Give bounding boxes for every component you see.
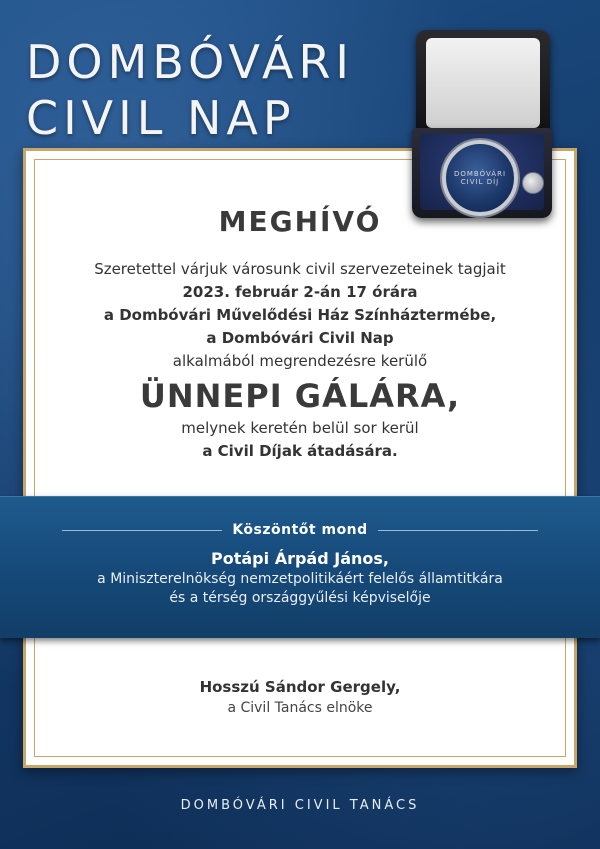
closing-name: Hosszú Sándor Gergely, xyxy=(199,678,401,696)
speaker-title-1: a Miniszterelnökség nemzetpolitikáért felelős államtitkára xyxy=(97,571,503,587)
medal-case-lid xyxy=(416,30,550,134)
speaker-title-2: és a térség országgyűlési képviselője xyxy=(169,590,431,606)
gala-title: ÜNNEPI GÁLÁRA, xyxy=(139,377,461,415)
title-line-1: DOMBÓVÁRI xyxy=(26,35,354,89)
greeting-label: Köszöntőt mond xyxy=(232,522,368,538)
invite-line-1: Szeretettel várjuk városunk civil szervezeteinek tagjait xyxy=(94,260,506,278)
invite-line-5: alkalmából megrendezésre kerülő xyxy=(172,352,428,370)
event-venue: a Dombóvári Művelődési Ház Színháztermébe, xyxy=(103,306,497,324)
invitation-text xyxy=(0,205,600,463)
medal-pin xyxy=(522,172,544,194)
organizer-footer: DOMBÓVÁRI CIVIL TANÁCS xyxy=(180,798,420,813)
speaker-name: Potápi Árpád János, xyxy=(211,549,389,568)
event-date: 2023. február 2-án 17 órára xyxy=(182,283,418,301)
medal-case-image xyxy=(412,30,552,220)
speaker-ribbon xyxy=(0,496,600,638)
invite-line-6: melynek keretén belül sor kerül xyxy=(181,419,419,437)
invitation-heading: MEGHÍVÓ xyxy=(218,205,382,238)
closing-signature xyxy=(0,676,600,719)
title-line-2: CIVIL NAP xyxy=(26,91,296,145)
invite-line-7: a Civil Díjak átadására. xyxy=(202,442,398,460)
event-title xyxy=(26,34,354,146)
event-occasion: a Dombóvári Civil Nap xyxy=(206,329,394,347)
closing-title: a Civil Tanács elnöke xyxy=(227,700,373,716)
ribbon-divider xyxy=(0,522,600,538)
medal-coin-text: DOMBÓVÁRI CIVIL DÍJ xyxy=(453,170,507,186)
